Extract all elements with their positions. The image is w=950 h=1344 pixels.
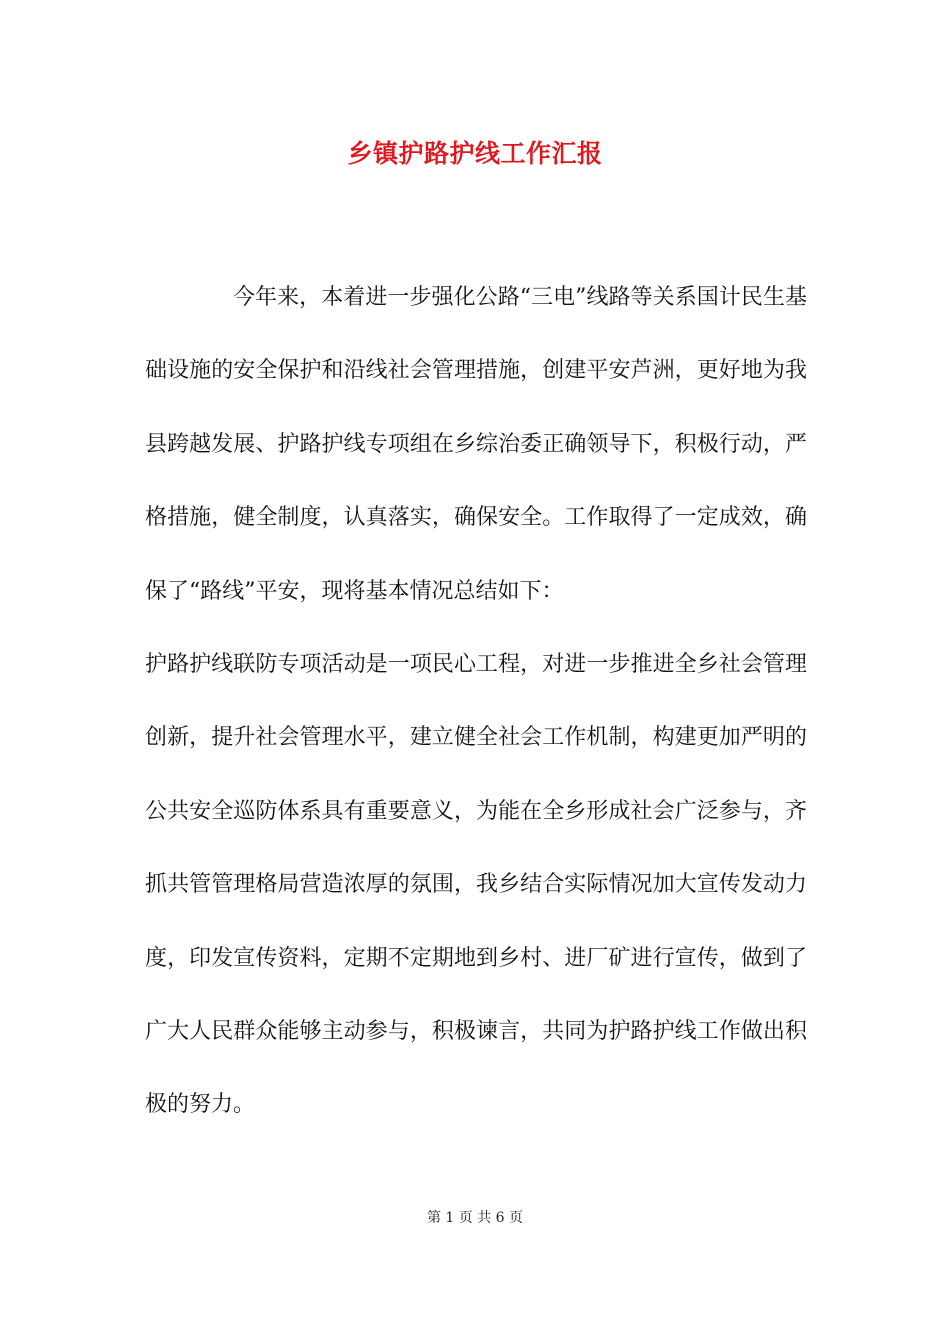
paragraph-campaign: 护路护线联防专项活动是一项民心工程，对进一步推进全乡社会管理创新，提升社会管理水平，建立健全社会工作机制，构建更加严明的公共安全巡防体系具有重要意义，为能在全乡形成社会广泛参与，齐抓共管管理格局营造浓厚的氛围，我乡结合实际情况加大宣传发动力度，印发宣传资料，定期不定期地到乡村、进厂矿进行宣传，做到了广大人民群众能够主动参与，积极谏言，共同为护路护线工作做出积极的努力。 xyxy=(145,652,807,1118)
paragraph-intro: 今年来，本着进一步强化公路“三电”线路等关系国计民生基础设施的安全保护和沿线社会管理措施，创建平安芦洲，更好地为我县跨越发展、护路护线专项组在乡综治委正确领导下，积极行动，严格措施，健全制度，认真落实，确保安全。工作取得了一定成效，确保了“路线”平安，现将基本情况总结如下： xyxy=(145,285,807,604)
page-footer xyxy=(0,1208,950,1228)
page-number: 第 1 页 共 6 页 xyxy=(426,1210,524,1226)
document-title: 乡镇护路护线工作汇报 xyxy=(347,139,603,168)
